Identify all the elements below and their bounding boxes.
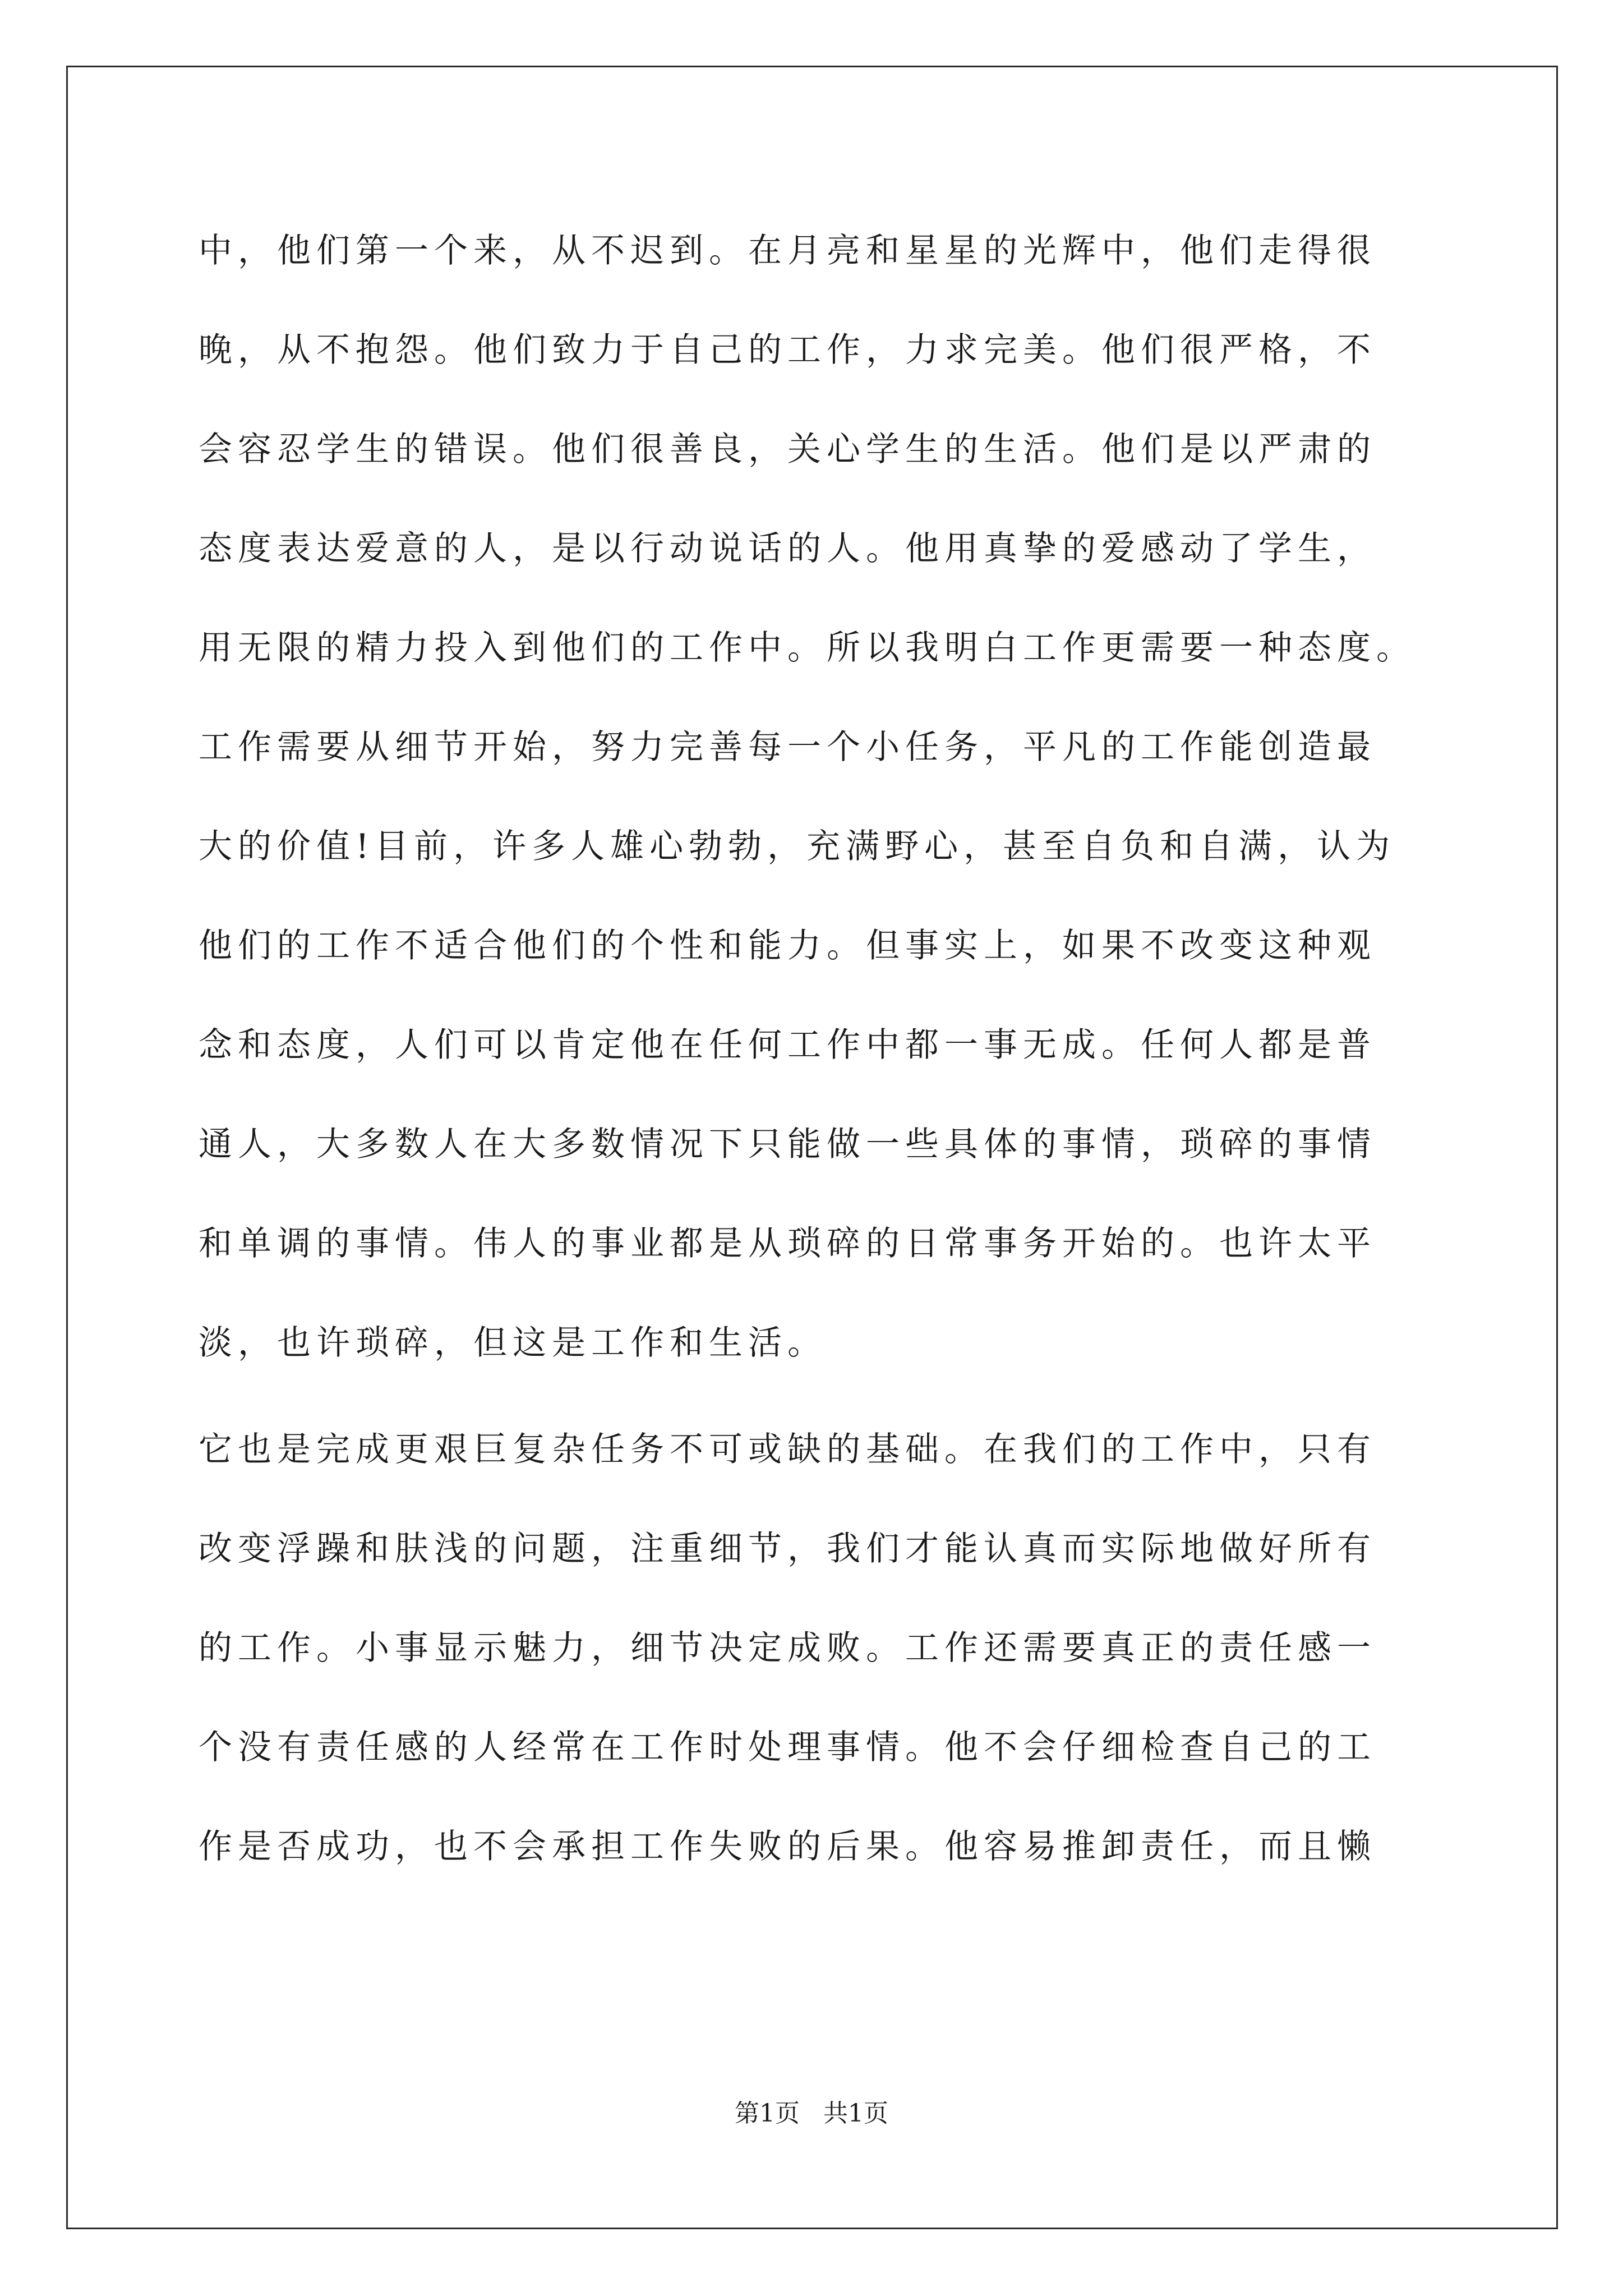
text-line: 中，他们第一个来，从不迟到。在月亮和星星的光辉中，他们走得很 [199,231,1376,270]
text-line: 态度表达爱意的人，是以行动说话的人。他用真挚的爱感动了学生， [199,529,1376,568]
text-line: 作是否成功，也不会承担工作失败的后果。他容易推卸责任，而且懒 [199,1827,1376,1866]
text-line: 大的价值!目前，许多人雄心勃勃，充满野心，甚至自负和自满，认为 [199,827,1396,866]
text-line: 用无限的精力投入到他们的工作中。所以我明白工作更需要一种态度。 [199,628,1415,668]
text-line: 个没有责任感的人经常在工作时处理事情。他不会仔细检查自己的工 [199,1728,1376,1767]
text-line: 淡，也许琐碎，但这是工作和生活。 [199,1323,827,1363]
text-line: 工作需要从细节开始，努力完善每一个小任务，平凡的工作能创造最 [199,728,1376,767]
text-line: 念和态度，人们可以肯定他在任何工作中都一事无成。任何人都是普 [199,1025,1376,1065]
text-line: 和单调的事情。伟人的事业都是从琐碎的日常事务开始的。也许太平 [199,1224,1376,1263]
page-total: 共1页 [823,2099,888,2128]
page-number: 第1页 [735,2099,800,2128]
text-line: 会容忍学生的错误。他们很善良，关心学生的生活。他们是以严肃的 [199,430,1376,469]
text-line: 通人，大多数人在大多数情况下只能做一些具体的事情，琐碎的事情 [199,1125,1376,1164]
text-line: 晚，从不抱怨。他们致力于自己的工作，力求完美。他们很严格，不 [199,330,1376,370]
text-line: 的工作。小事显示魅力，细节决定成败。工作还需要真正的责任感一 [199,1628,1376,1668]
page-footer [0,2098,1623,2129]
footer-spacer [800,2099,823,2128]
text-line: 它也是完成更艰巨复杂任务不可或缺的基础。在我们的工作中，只有 [199,1430,1376,1469]
text-line: 他们的工作不适合他们的个性和能力。但事实上，如果不改变这种观 [199,926,1376,965]
text-line: 改变浮躁和肤浅的问题，注重细节，我们才能认真而实际地做好所有 [199,1529,1376,1568]
